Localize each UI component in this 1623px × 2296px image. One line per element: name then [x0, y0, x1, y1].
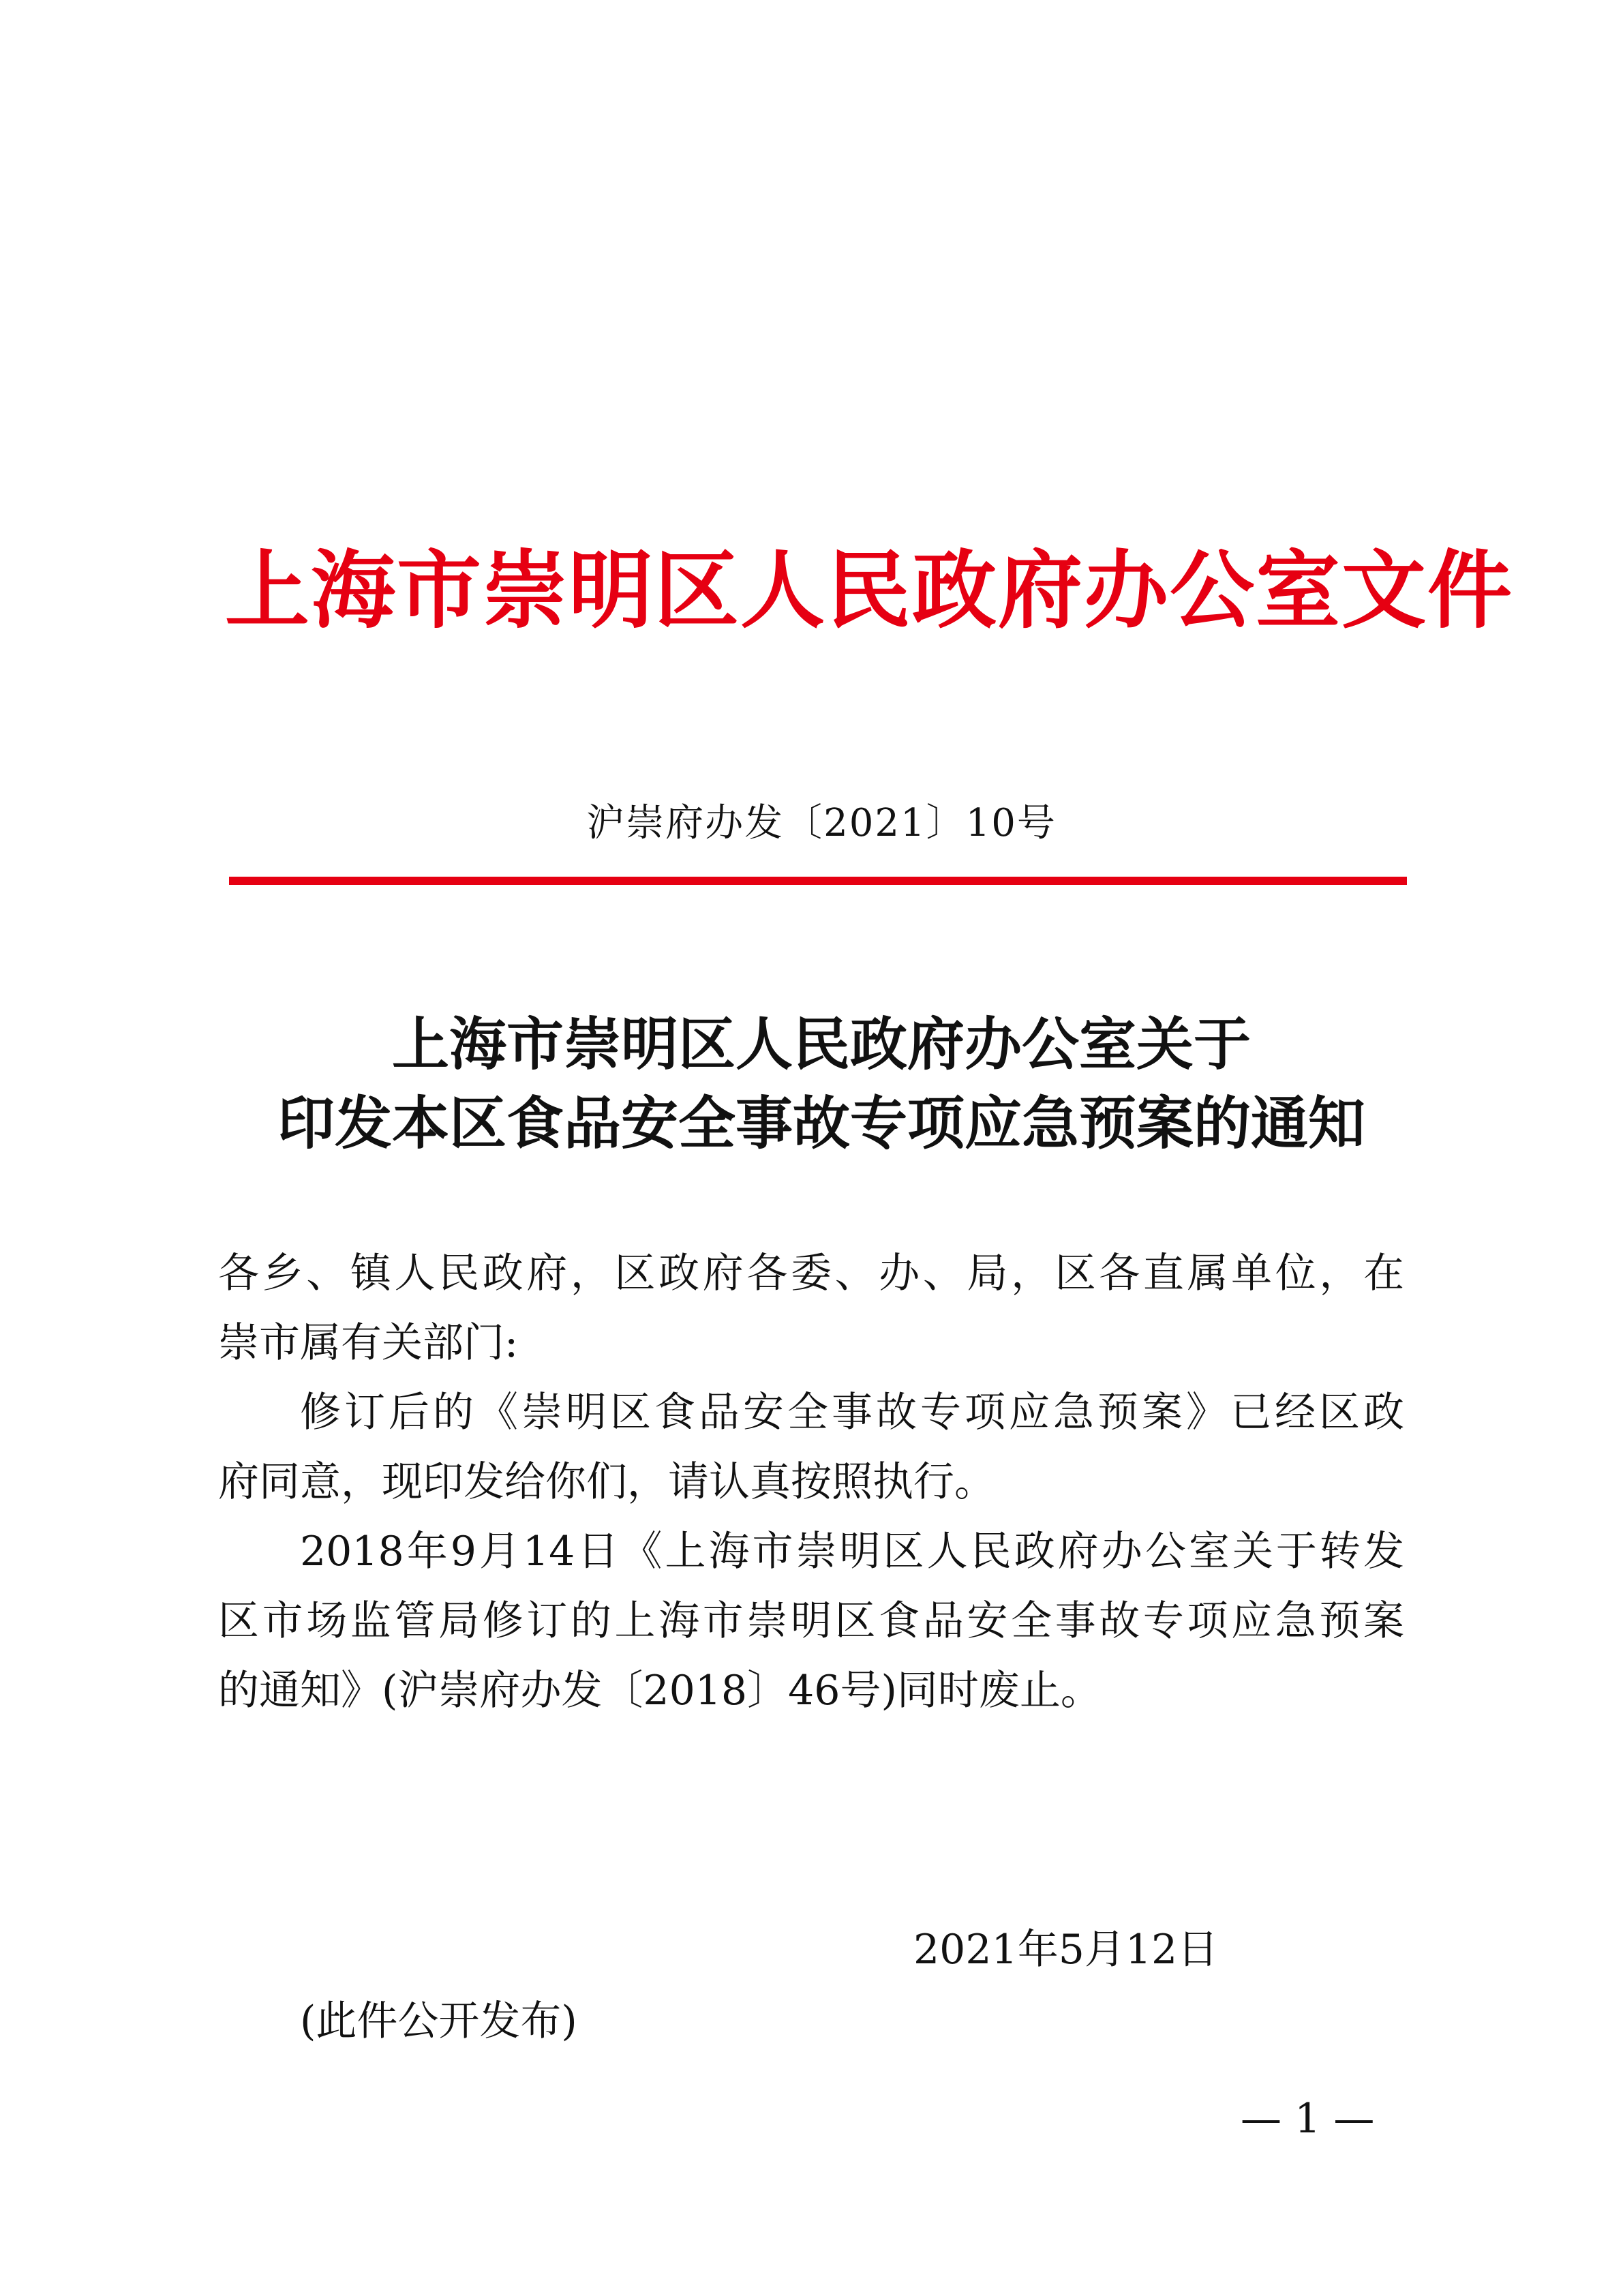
addressee-line-1: 各乡、镇人民政府，区政府各委、办、局，区各直属单位，在 — [218, 1250, 1404, 1297]
addressee-line-2: 崇市属有关部门: — [218, 1319, 519, 1367]
body-paragraph-2-line-2: 区市场监管局修订的上海市崇明区食品安全事故专项应急预案 — [218, 1597, 1404, 1645]
body-paragraph-1-line-1: 修订后的《崇明区食品安全事故专项应急预案》已经区政 — [300, 1389, 1404, 1436]
document-masthead: 上海市崇明区人民政府办公室文件 — [225, 541, 1514, 640]
body-paragraph-2-line-3: 的通知》(沪崇府办发〔2018〕46号)同时废止。 — [218, 1667, 1102, 1715]
notice-title-line-2: 印发本区食品安全事故专项应急预案的通知 — [277, 1089, 1365, 1157]
page-number: — 1 — — [1241, 2095, 1375, 2143]
body-paragraph-2-line-1: 2018年9月14日《上海市崇明区人民政府办公室关于转发 — [300, 1528, 1404, 1575]
red-divider-line — [229, 877, 1407, 885]
document-number: 沪崇府办发〔2021〕10号 — [586, 801, 1057, 845]
body-paragraph-1-line-2: 府同意，现印发给你们，请认真按照执行。 — [218, 1458, 995, 1506]
issue-date: 2021年5月12日 — [913, 1926, 1219, 1974]
notice-title-line-1: 上海市崇明区人民政府办公室关于 — [391, 1010, 1251, 1078]
public-release-note: (此件公开发布) — [300, 1997, 577, 2045]
